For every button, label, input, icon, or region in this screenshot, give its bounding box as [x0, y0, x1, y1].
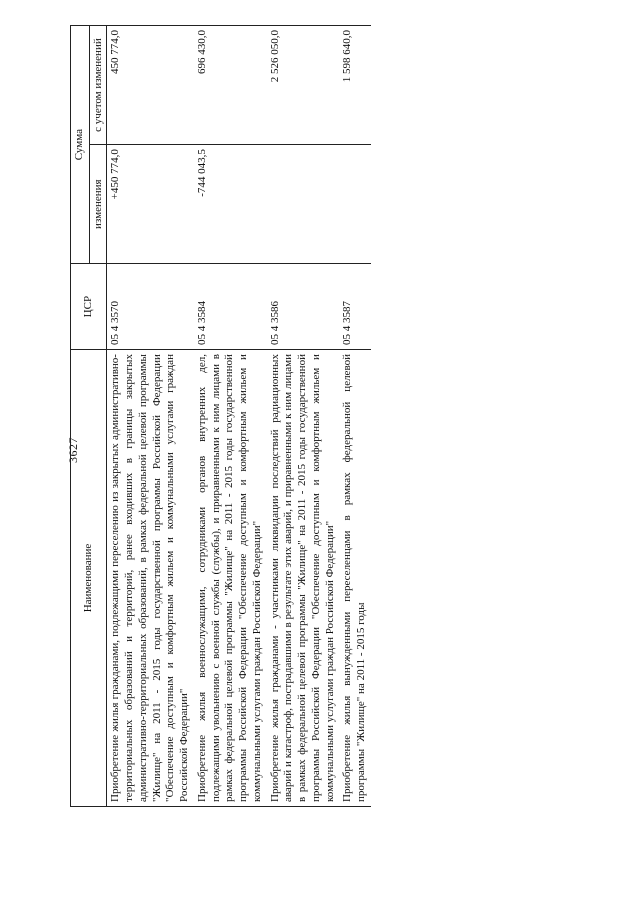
row-csr: 05 4 3586 — [267, 264, 340, 350]
header-csr: ЦСР — [71, 264, 107, 350]
page-number: 3627 — [66, 437, 80, 463]
row-name: Приобретение жилья гражданами - участниками ликвидации последствий радиационных аварий и катастроф, пострадавшими в результате этих аварий, и приравненными к ним лицами в рамках федеральной целевой программы "Жилище" на 2011 - 2015 годы государственной программы Российской Федерации "Обеспечение доступным и комфортным жильем и коммунальными услугами граждан Российской Федерации" — [267, 350, 340, 807]
row-total: 696 430,0 — [194, 26, 267, 145]
row-total: 1 598 640,0 — [339, 26, 371, 145]
header-with-changes: с учетом изменений — [89, 26, 107, 145]
row-csr: 05 4 3570 — [107, 264, 194, 350]
table-row — [267, 26, 340, 807]
row-change: +450 774,0 — [107, 145, 194, 264]
row-name: Приобретение жилья гражданами, подлежащими переселению из закрытых административно-территориальных образований и территорий, ранее входивших в границы закрытых административно-территориальных образований, в рамках федеральной целевой программы "Жилище" на 2011 - 2015 годы государственной программы Российской Федерации "Обеспечение доступным и комфортным жильем и коммунальными услугами граждан Российской Федерации" — [107, 350, 194, 807]
header-sum: Сумма — [71, 26, 90, 264]
table-header-row — [71, 26, 90, 807]
row-csr: 05 4 3584 — [194, 264, 267, 350]
row-total: 450 774,0 — [107, 26, 194, 145]
row-total: 2 526 050,0 — [267, 26, 340, 145]
row-change — [339, 145, 371, 264]
header-name: Наименование — [71, 350, 107, 807]
table-row — [107, 26, 194, 807]
row-csr: 05 4 3587 — [339, 264, 371, 350]
row-change — [267, 145, 340, 264]
row-name: Приобретение жилья вынужденными переселенцами в рамках федеральной целевой программы "Жилище" на 2011 - 2015 годы — [339, 350, 371, 807]
row-name: Приобретение жилья военнослужащими, сотрудниками органов внутренних дел, подлежащими увольнению с военной службы (службы), и приравненными к ним лицами в рамках федеральной целевой программы "Жилище" на 2011 - 2015 годы государственной программы Российской Федерации "Обеспечение доступным и комфортным жильем и коммунальными услугами граждан Российской Федерации" — [194, 350, 267, 807]
row-change: -744 043,5 — [194, 145, 267, 264]
budget-table — [70, 25, 371, 807]
table-row — [194, 26, 267, 807]
table-row — [339, 26, 371, 807]
header-changes: изменения — [89, 145, 107, 264]
